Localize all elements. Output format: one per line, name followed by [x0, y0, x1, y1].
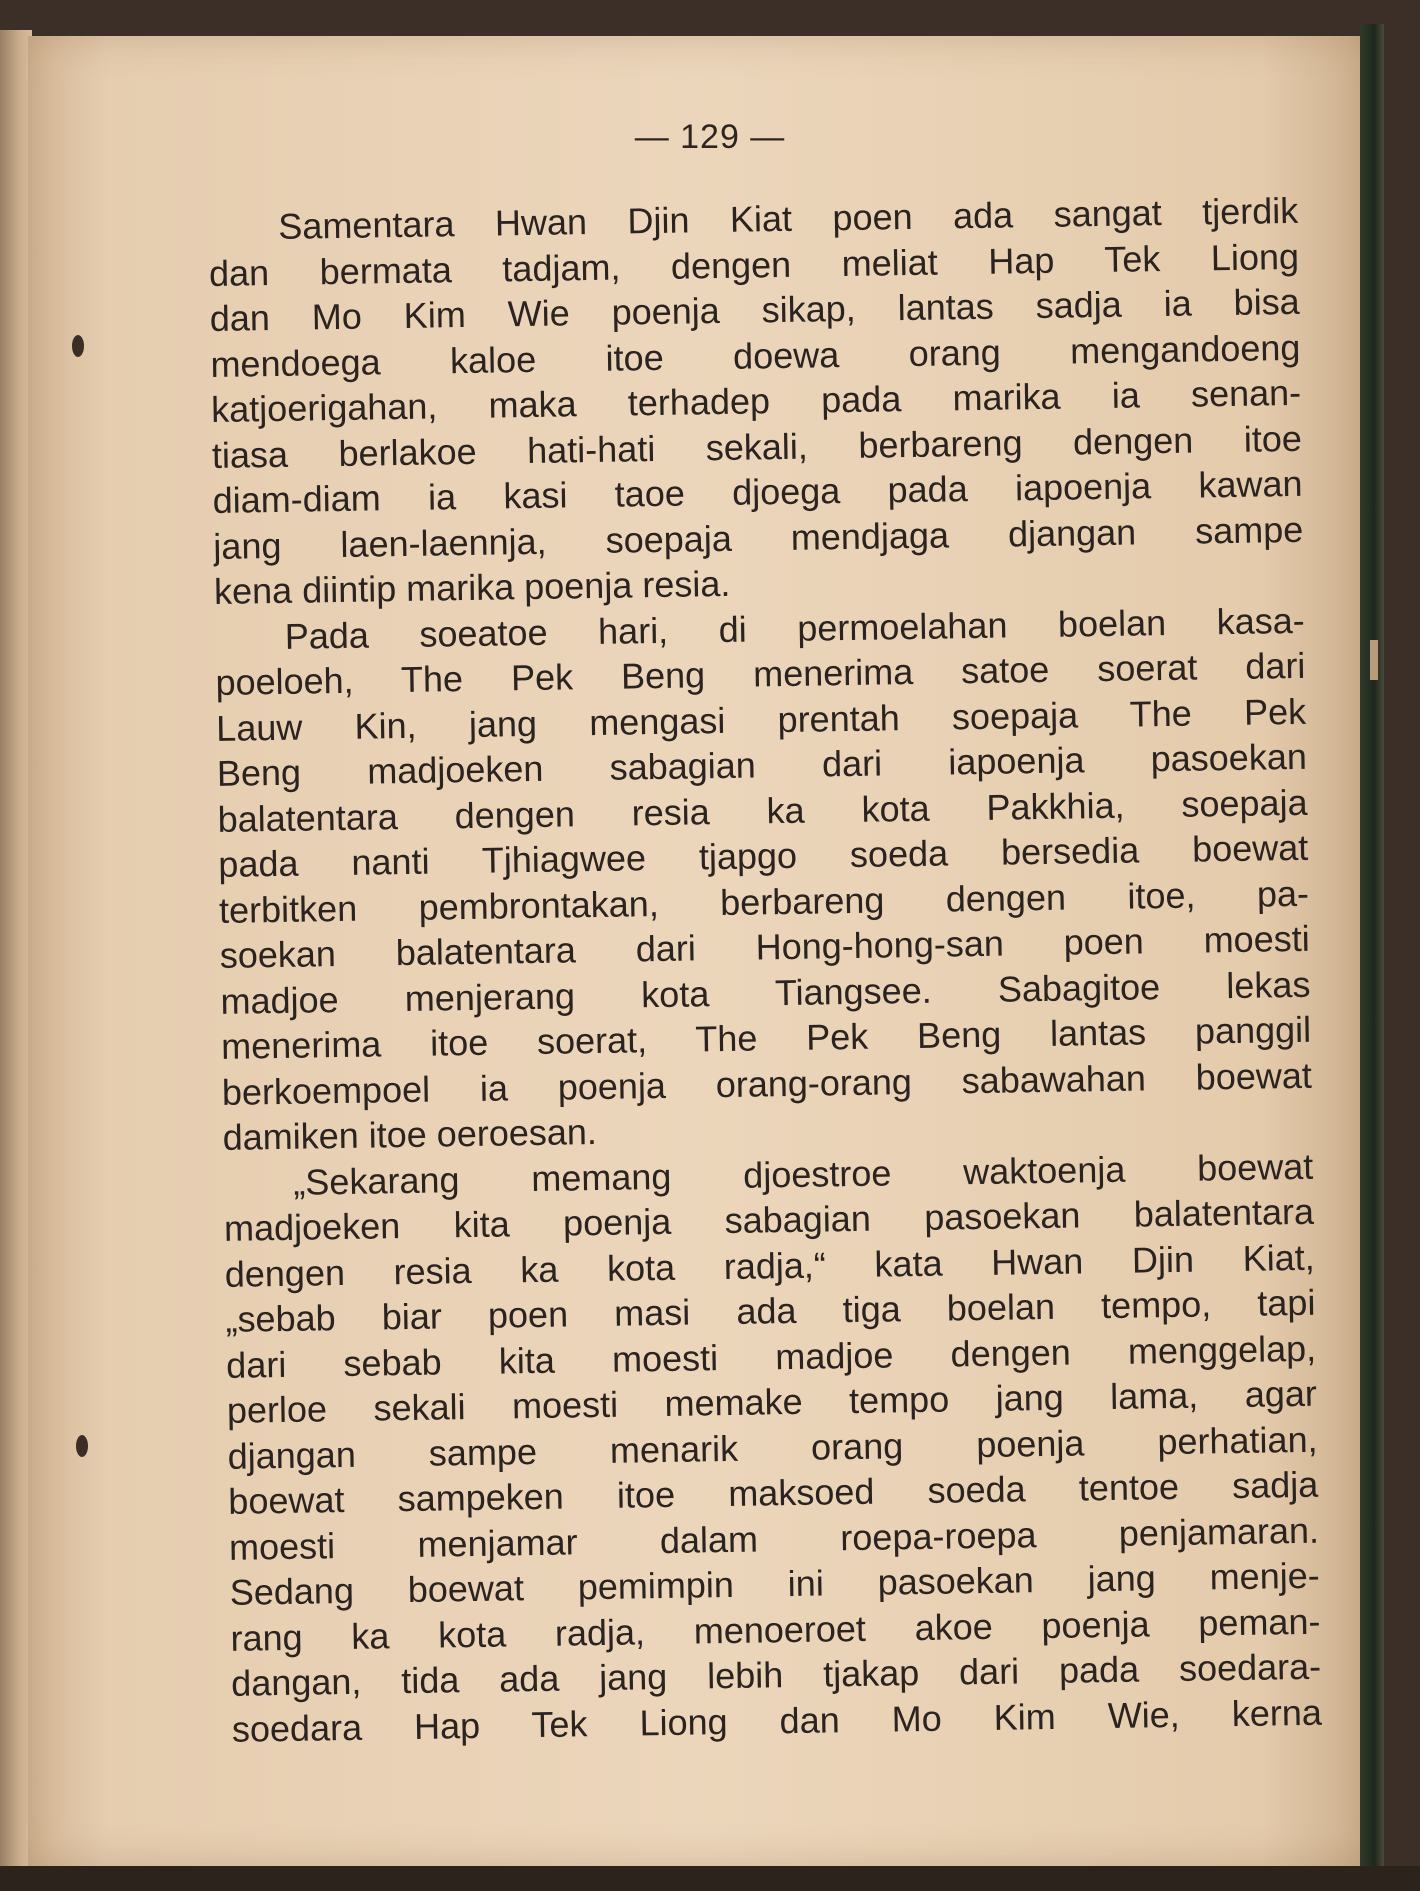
text-line: madjoe menjerang kota Tiangsee. Sabagitoe lekas — [220, 963, 1311, 1022]
text-line: balatentara dengen resia ka kota Pakkhia, soepaja — [217, 781, 1308, 840]
bottom-shadow — [0, 1866, 1420, 1891]
text-line: Lauw Kin, jang mengasi prentah soepaja The Pek — [215, 690, 1307, 749]
text-line: menerima itoe soerat, The Pek Beng lantas panggil — [220, 1008, 1312, 1067]
text-line: jang laen-laennja, soepaja mendjaga djangan sampe — [213, 508, 1304, 567]
text-line: dangan, tida ada jang lebih tjakap dari pada soedara- — [230, 1645, 1322, 1704]
text-line: Pada soeatoe hari, di permoelahan boelan kasa- — [284, 599, 1305, 657]
page-body — [208, 188, 1322, 1752]
text-line: dan Mo Kim Wie poenja sikap, lantas sadja ia bisa — [209, 280, 1300, 339]
ink-spot — [72, 335, 84, 357]
text-line: terbitken pembrontakan, berbareng dengen itoe, pa- — [218, 872, 1310, 931]
text-line: „sebab biar poen masi ada tiga boelan tempo, tapi — [225, 1281, 1316, 1340]
text-line: „Sekarang memang djoestroe waktoenja boewat — [293, 1145, 1314, 1203]
text-line: kena diintip marika poenja resia. — [213, 562, 731, 612]
text-line: diam-diam ia kasi taoe djoega pada iapoenja kawan — [212, 462, 1303, 521]
text-line: dan bermata tadjam, dengen meliat Hap Tek Liong — [208, 235, 1300, 294]
text-line: katjoerigahan, maka terhadep pada marika ia senan- — [210, 371, 1302, 430]
page-number: — 129 — — [634, 118, 786, 156]
text-line: moesti menjamar dalam roepa-roepa penjamaran. — [228, 1509, 1320, 1568]
text-line: perloe sekali moesti memake tempo jang lama, agar — [226, 1372, 1318, 1431]
text-line: dengen resia ka kota radja,“ kata Hwan Djin Kiat, — [224, 1236, 1315, 1295]
text-line: rang ka kota radja, menoeroet akoe poenja peman- — [230, 1600, 1321, 1659]
text-line: pada nanti Tjhiagwee tjapgo soeda bersedia boewat — [218, 826, 1309, 885]
text-line: mendoega kaloe itoe doewa orang mengandoeng — [210, 326, 1301, 385]
binding-mark — [1370, 640, 1378, 680]
text-line: berkoempoel ia poenja orang-orang sabawahan boewat — [221, 1054, 1313, 1113]
text-line: soekan balatentara dari Hong-hong-san poen moesti — [219, 917, 1310, 976]
text-line: djangan sampe menarik orang poenja perhatian, — [227, 1418, 1318, 1477]
text-line: boewat sampeken itoe maksoed soeda tentoe sadja — [228, 1463, 1319, 1522]
text-line: dari sebab kita moesti madjoe dengen menggelap, — [225, 1327, 1317, 1386]
text-line: soedara Hap Tek Liong dan Mo Kim Wie, kerna — [231, 1691, 1323, 1750]
text-line: madjoeken kita poenja sabagian pasoekan balatentara — [223, 1190, 1315, 1249]
text-line: damiken itoe oeroesan. — [222, 1111, 598, 1158]
ink-spot — [76, 1435, 88, 1457]
text-line: Beng madjoeken sabagian dari iapoenja pasoekan — [216, 735, 1308, 794]
text-line: tiasa berlakoe hati-hati sekali, berbareng dengen itoe — [211, 417, 1303, 476]
text-line: Sedang boewat pemimpin ini pasoekan jang menje- — [229, 1554, 1320, 1613]
text-line: poeloeh, The Pek Beng menerima satoe soerat dari — [215, 644, 1306, 703]
text-line: Samentara Hwan Djin Kiat poen ada sangat tjerdik — [278, 189, 1299, 247]
book-binding — [1360, 24, 1384, 1874]
